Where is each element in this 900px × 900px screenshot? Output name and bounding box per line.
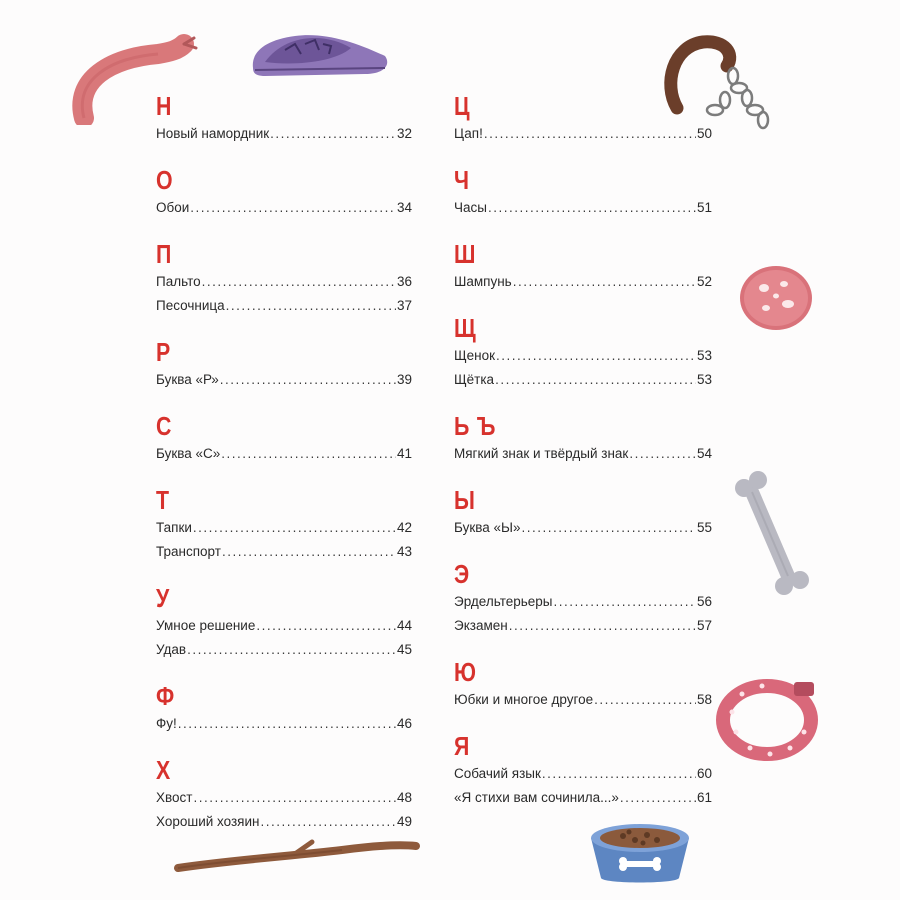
entry-title: Буква «Р»: [156, 372, 219, 387]
toc-entry[interactable]: [454, 786, 712, 810]
entry-page: 54: [696, 446, 712, 461]
toc-entry[interactable]: [454, 762, 712, 786]
toc-section: [454, 90, 712, 146]
toc-entry[interactable]: [156, 294, 412, 318]
leader-dots: [542, 762, 696, 786]
leader-dots: [221, 442, 396, 466]
toc-entry[interactable]: [156, 196, 412, 220]
toc-entry[interactable]: [156, 516, 412, 540]
entry-title: Пальто: [156, 274, 201, 289]
toc-section: [156, 238, 412, 318]
entry-title: Обои: [156, 200, 190, 215]
leader-dots: [620, 786, 696, 810]
section-letter: Н: [156, 91, 173, 121]
toc-column-left: [156, 90, 412, 834]
leader-dots: [202, 270, 396, 294]
section-letter: О: [156, 165, 174, 195]
section-letter: Ю: [454, 657, 477, 687]
entry-page: 46: [396, 716, 412, 731]
toc-entry[interactable]: [454, 270, 712, 294]
leader-dots: [488, 196, 696, 220]
entry-title: Мягкий знак и твёрдый знак: [454, 446, 629, 461]
entry-page: 53: [696, 348, 712, 363]
entry-page: 44: [396, 618, 412, 633]
entry-title: «Я стихи вам сочинила...»: [454, 790, 619, 805]
entry-title: Новый намордник: [156, 126, 270, 141]
toc-entry[interactable]: [454, 442, 712, 466]
toc-entry[interactable]: [156, 712, 412, 736]
entry-page: 34: [396, 200, 412, 215]
leader-dots: [187, 638, 396, 662]
entry-title: Тапки: [156, 520, 192, 535]
toc-section: [156, 336, 412, 392]
entry-title: Умное решение: [156, 618, 256, 633]
toc-section: [454, 558, 712, 638]
toc-entry[interactable]: [156, 540, 412, 564]
leader-dots: [496, 344, 696, 368]
toc-entry[interactable]: [454, 344, 712, 368]
toc-entry[interactable]: [156, 810, 412, 834]
section-letter: Э: [454, 559, 470, 589]
section-letter: Ц: [454, 91, 471, 121]
section-letter: Ч: [454, 165, 470, 195]
toc-section: [156, 90, 412, 146]
entry-title: Буква «С»: [156, 446, 221, 461]
section-letter: Ы: [454, 485, 476, 515]
entry-page: 41: [396, 446, 412, 461]
toc-entry[interactable]: [156, 442, 412, 466]
entry-title: Щенок: [454, 348, 496, 363]
toc-section: [156, 680, 412, 736]
toc-column-right: [454, 90, 712, 810]
toc-section: [454, 656, 712, 712]
entry-title: Песочница: [156, 298, 225, 313]
entry-title: Юбки и многое другое: [454, 692, 594, 707]
entry-page: 51: [696, 200, 712, 215]
toc-section: [156, 582, 412, 662]
leader-dots: [220, 368, 396, 392]
toc-entry[interactable]: [156, 270, 412, 294]
toc-entry[interactable]: [454, 122, 712, 146]
entry-title: Транспорт: [156, 544, 221, 559]
entry-page: 53: [696, 372, 712, 387]
leader-dots: [594, 688, 696, 712]
section-letter: Ь Ъ: [454, 411, 497, 441]
entry-page: 45: [396, 642, 412, 657]
entry-page: 50: [696, 126, 712, 141]
toc-entry[interactable]: [454, 368, 712, 392]
entry-page: 58: [696, 692, 712, 707]
entry-title: Часы: [454, 200, 487, 215]
toc-section: [156, 484, 412, 564]
toc-entry[interactable]: [156, 368, 412, 392]
entry-page: 57: [696, 618, 712, 633]
toc-section: [156, 164, 412, 220]
toc-entry[interactable]: [454, 516, 712, 540]
section-letter: П: [156, 239, 173, 269]
toc-section: [156, 410, 412, 466]
section-letter: Ф: [156, 681, 176, 711]
toc-section: [454, 164, 712, 220]
leader-dots: [484, 122, 696, 146]
entry-page: 56: [696, 594, 712, 609]
entry-page: 55: [696, 520, 712, 535]
leader-dots: [256, 614, 396, 638]
toc-section: [156, 754, 412, 834]
entry-page: 60: [696, 766, 712, 781]
toc-entry[interactable]: [454, 688, 712, 712]
entry-page: 32: [396, 126, 412, 141]
leader-dots: [629, 442, 696, 466]
toc-entry[interactable]: [156, 614, 412, 638]
toc-section: [454, 410, 712, 466]
toc-entry[interactable]: [454, 614, 712, 638]
entry-title: Эрдельтерьеры: [454, 594, 553, 609]
leader-dots: [193, 516, 396, 540]
section-letter: У: [156, 583, 171, 613]
entry-page: 48: [396, 790, 412, 805]
toc-section: [454, 730, 712, 810]
section-letter: Ш: [454, 239, 477, 269]
leader-dots: [226, 294, 396, 318]
toc-entry[interactable]: [454, 196, 712, 220]
pink-collar-icon: [712, 672, 822, 764]
entry-title: Удав: [156, 642, 187, 657]
leader-dots: [513, 270, 696, 294]
leader-dots: [190, 196, 396, 220]
section-letter: Х: [156, 755, 172, 785]
entry-title: Хороший хозяин: [156, 814, 260, 829]
bone-icon: [730, 470, 820, 600]
section-letter: Т: [156, 485, 170, 515]
section-letter: Щ: [454, 313, 477, 343]
section-letter: Я: [454, 731, 471, 761]
leader-dots: [521, 516, 696, 540]
leader-dots: [222, 540, 396, 564]
dog-bowl-icon: [585, 808, 695, 888]
entry-page: 39: [396, 372, 412, 387]
entry-page: 49: [396, 814, 412, 829]
section-letter: С: [156, 411, 173, 441]
entry-page: 43: [396, 544, 412, 559]
slipper-icon: [245, 22, 395, 82]
toc-entry[interactable]: [156, 122, 412, 146]
section-letter: Р: [156, 337, 172, 367]
entry-page: 37: [396, 298, 412, 313]
leader-dots: [270, 122, 396, 146]
entry-title: Шампунь: [454, 274, 512, 289]
entry-page: 61: [696, 790, 712, 805]
leader-dots: [554, 590, 696, 614]
toc-section: [454, 312, 712, 392]
leader-dots: [193, 786, 396, 810]
toc-entry[interactable]: [454, 590, 712, 614]
toc-entry[interactable]: [156, 638, 412, 662]
entry-title: Буква «Ы»: [454, 520, 521, 535]
entry-title: Экзамен: [454, 618, 508, 633]
leader-dots: [509, 614, 696, 638]
entry-title: Цап!: [454, 126, 483, 141]
entry-page: 52: [696, 274, 712, 289]
entry-title: Щётка: [454, 372, 495, 387]
stick-icon: [172, 838, 422, 878]
entry-title: Собачий язык: [454, 766, 541, 781]
leader-dots: [178, 712, 396, 736]
leader-dots: [495, 368, 696, 392]
toc-entry[interactable]: [156, 786, 412, 810]
leader-dots: [261, 810, 396, 834]
salami-slice-icon: [736, 262, 816, 334]
toc-section: [454, 484, 712, 540]
toc-section: [454, 238, 712, 294]
entry-title: Хвост: [156, 790, 193, 805]
entry-title: Фу!: [156, 716, 177, 731]
entry-page: 42: [396, 520, 412, 535]
entry-page: 36: [396, 274, 412, 289]
